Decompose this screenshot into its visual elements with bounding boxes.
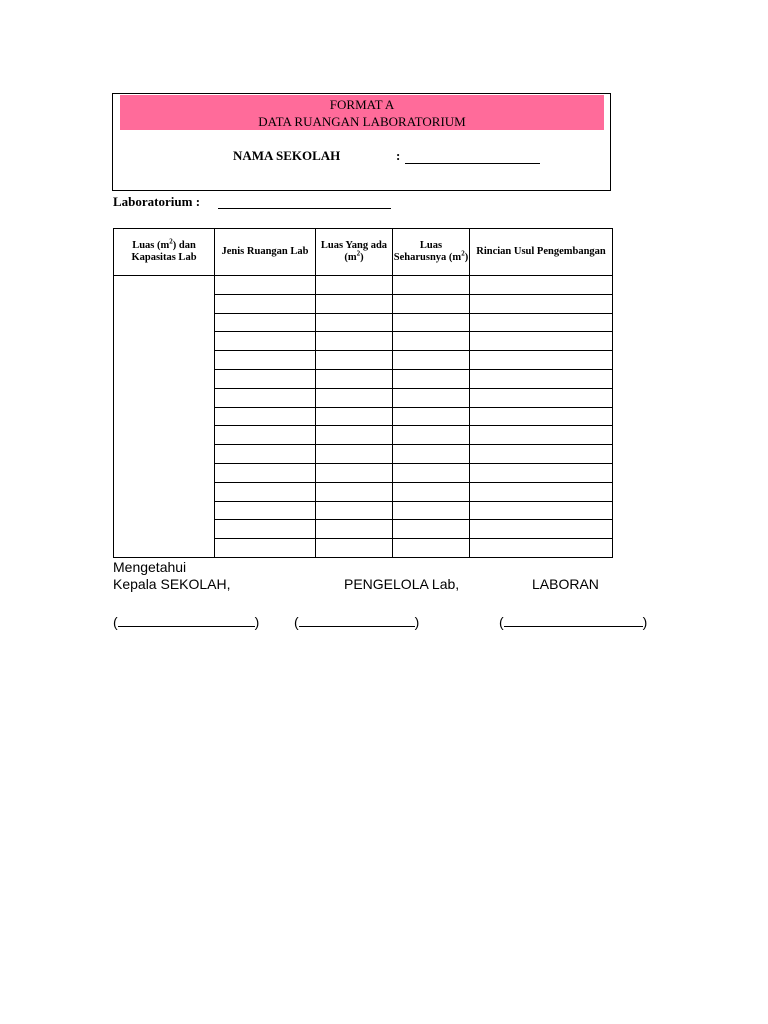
table-cell[interactable]: [393, 539, 470, 558]
table-cell[interactable]: [393, 351, 470, 370]
open-paren: (: [499, 614, 504, 630]
table-cell[interactable]: [215, 351, 316, 370]
table-cell[interactable]: [316, 463, 393, 482]
table-cell[interactable]: [316, 501, 393, 520]
table-cell[interactable]: [470, 539, 613, 558]
table-cell[interactable]: [393, 294, 470, 313]
table-cell[interactable]: [316, 294, 393, 313]
table-cell[interactable]: [316, 313, 393, 332]
area-capacity-cell[interactable]: [114, 276, 215, 558]
laboratory-label: Laboratorium :: [113, 194, 201, 209]
table-cell[interactable]: [470, 351, 613, 370]
signature-line: [118, 612, 255, 627]
laboran-signature[interactable]: [499, 612, 647, 630]
table-cell[interactable]: [470, 520, 613, 539]
table-cell[interactable]: [316, 351, 393, 370]
table-cell[interactable]: [215, 501, 316, 520]
table-cell[interactable]: [393, 407, 470, 426]
table-cell[interactable]: [215, 407, 316, 426]
table-cell[interactable]: [316, 388, 393, 407]
table-cell[interactable]: [393, 482, 470, 501]
open-paren: (: [113, 614, 118, 630]
close-paren: ): [254, 614, 260, 630]
signature-line: [299, 612, 415, 627]
table-cell[interactable]: [215, 369, 316, 388]
table-cell[interactable]: [215, 388, 316, 407]
table-cell[interactable]: [316, 369, 393, 388]
col-header-room-type: Jenis Ruangan Lab: [215, 229, 316, 276]
table-cell[interactable]: [470, 276, 613, 295]
table-cell[interactable]: [215, 426, 316, 445]
table-cell[interactable]: [393, 313, 470, 332]
table-cell[interactable]: [470, 388, 613, 407]
format-label: FORMAT A: [329, 97, 395, 112]
table-cell[interactable]: [470, 445, 613, 464]
signature-line: [504, 612, 643, 627]
col-header-required-area: Luas Seharusnya $(m^2)$: [393, 229, 470, 276]
close-paren: ): [414, 614, 420, 630]
title-banner: [120, 95, 604, 130]
table-body: [114, 276, 613, 558]
open-paren: (: [294, 614, 299, 630]
school-name-colon: :: [396, 148, 401, 163]
table-cell[interactable]: [393, 426, 470, 445]
table-cell[interactable]: [215, 332, 316, 351]
table-cell[interactable]: [470, 482, 613, 501]
laboratory-field[interactable]: [218, 208, 391, 209]
col-header-area-capacity: Luas $(m^2)$ dan Kapasitas Lab: [114, 229, 215, 276]
table-cell[interactable]: [393, 520, 470, 539]
table-cell[interactable]: [470, 332, 613, 351]
table-cell[interactable]: [393, 276, 470, 295]
col-header-existing-area: Luas Yang ada $(m^2)$: [316, 229, 393, 276]
table-cell[interactable]: [393, 445, 470, 464]
table-cell[interactable]: [470, 313, 613, 332]
lab-manager-label: PENGELOLA Lab,: [344, 576, 460, 592]
acknowledge-label: Mengetahui: [113, 559, 187, 575]
table-cell[interactable]: [393, 332, 470, 351]
close-paren: ): [642, 614, 648, 630]
table-cell[interactable]: [316, 332, 393, 351]
table-cell[interactable]: [470, 463, 613, 482]
table-cell[interactable]: [470, 369, 613, 388]
table-cell[interactable]: [215, 520, 316, 539]
table-cell[interactable]: [470, 294, 613, 313]
table-cell[interactable]: [316, 407, 393, 426]
table-cell[interactable]: [393, 388, 470, 407]
table-cell[interactable]: [215, 313, 316, 332]
table-row: [114, 276, 613, 295]
principal-label: Kepala SEKOLAH,: [113, 576, 231, 592]
lab-room-table: [113, 228, 613, 558]
table-cell[interactable]: [316, 539, 393, 558]
table-cell[interactable]: [215, 482, 316, 501]
lab-manager-signature[interactable]: [294, 612, 419, 630]
school-name-label: NAMA SEKOLAH: [233, 148, 341, 163]
table-cell[interactable]: [316, 520, 393, 539]
col-header-development-details: Rincian Usul Pengembangan: [470, 229, 613, 276]
table-header-row: [114, 229, 613, 276]
laboran-label: LABORAN: [532, 576, 599, 592]
table-cell[interactable]: [215, 539, 316, 558]
table-cell[interactable]: [215, 463, 316, 482]
table-cell[interactable]: [316, 482, 393, 501]
table-cell[interactable]: [316, 426, 393, 445]
table-cell[interactable]: [316, 276, 393, 295]
table-cell[interactable]: [393, 463, 470, 482]
header-box: [112, 93, 611, 191]
table-cell[interactable]: [215, 294, 316, 313]
table-cell[interactable]: [393, 369, 470, 388]
table-cell[interactable]: [470, 426, 613, 445]
table-cell[interactable]: [316, 445, 393, 464]
table-cell[interactable]: [393, 501, 470, 520]
form-title: DATA RUANGAN LABORATORIUM: [258, 114, 466, 129]
table-cell[interactable]: [470, 407, 613, 426]
principal-signature[interactable]: [113, 612, 259, 630]
table-cell[interactable]: [215, 276, 316, 295]
school-name-field[interactable]: [405, 163, 540, 164]
table-cell[interactable]: [470, 501, 613, 520]
table-cell[interactable]: [215, 445, 316, 464]
